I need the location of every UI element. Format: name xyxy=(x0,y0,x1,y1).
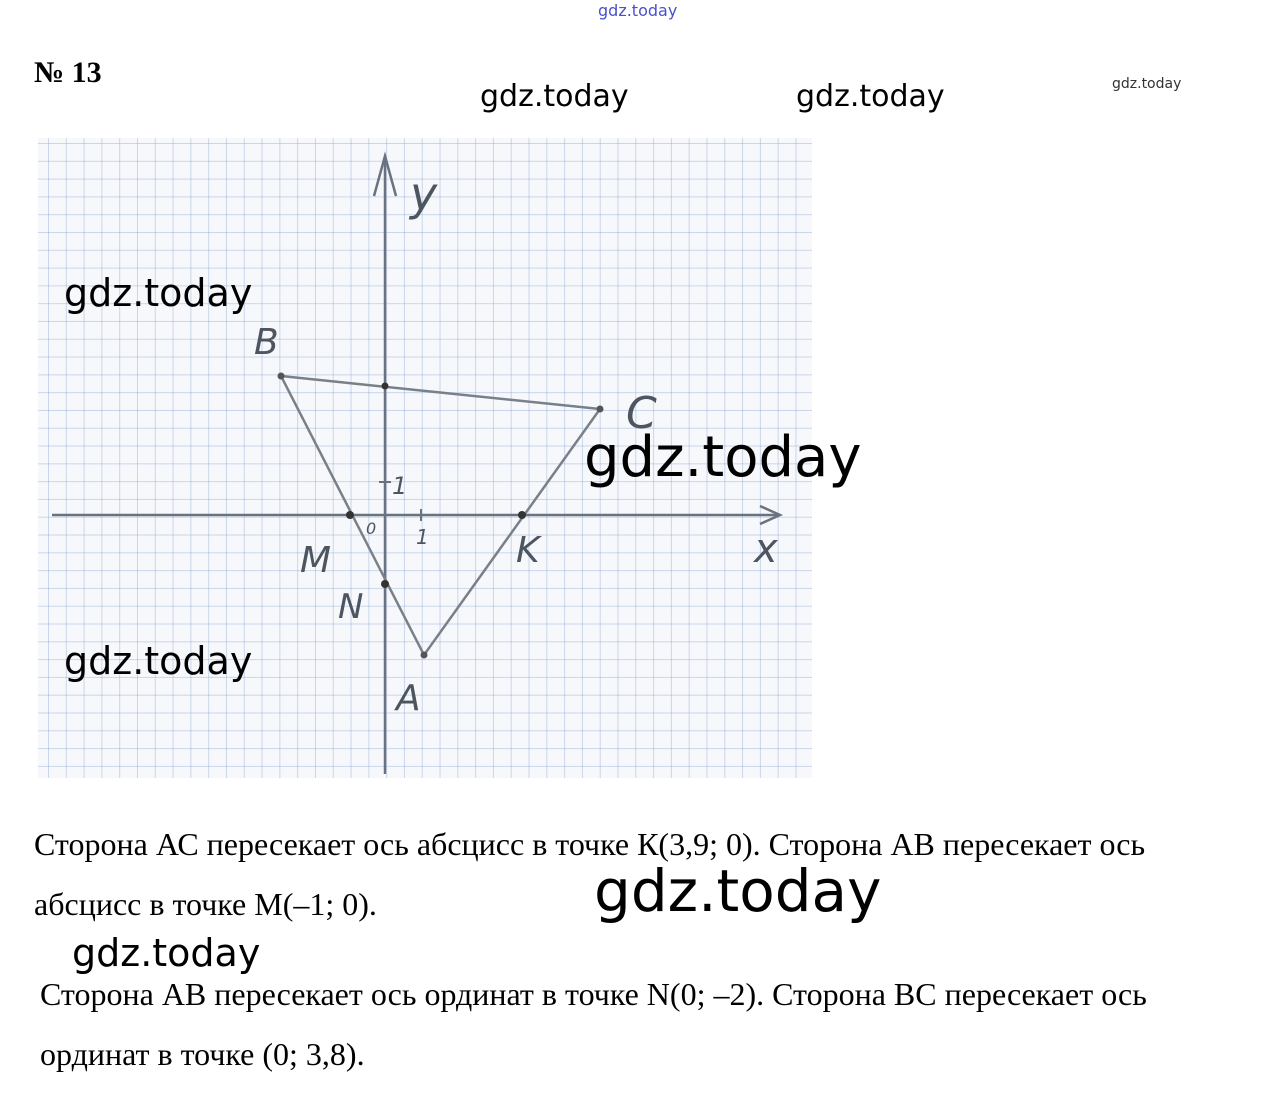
axis-x-label: x xyxy=(754,526,778,572)
point-n-dot xyxy=(381,580,389,588)
side-bc xyxy=(281,376,600,409)
y-tick-label: 1 xyxy=(392,472,408,500)
point-c-dot xyxy=(597,406,604,413)
answer-paragraph-1: Сторона АС пересекает ось абсцисс в точке К(3,9; 0). Сторона АВ пересекает ось абсцисс в точке М(–1; 0). xyxy=(34,826,1146,922)
watermark: gdz.today xyxy=(1112,76,1182,92)
watermark: gdz.today xyxy=(64,271,253,315)
point-m-label: M xyxy=(300,540,332,581)
point-m-dot xyxy=(346,511,354,519)
task-number: № 13 xyxy=(34,56,102,89)
bc-y-intercept-dot xyxy=(382,383,389,390)
point-a-label: A xyxy=(396,678,421,719)
point-c-label: C xyxy=(626,388,657,439)
origin-label: 0 xyxy=(366,519,377,538)
x-tick-label: 1 xyxy=(416,525,429,549)
axis-y-label: y xyxy=(410,167,438,221)
watermark-top: gdz.today xyxy=(598,1,678,20)
side-ca xyxy=(424,409,600,655)
watermark: gdz.today xyxy=(480,79,629,114)
point-k-label: K xyxy=(516,530,540,571)
point-n-label: N xyxy=(338,587,364,627)
answer-paragraph-2: Сторона АВ пересекает ось ординат в точке N(0; –2). Сторона ВС пересекает ось ординат в точке (0; 3,8). xyxy=(40,976,1147,1072)
watermark: gdz.today xyxy=(72,931,261,975)
point-b-dot xyxy=(278,373,285,380)
point-k-dot xyxy=(518,511,526,519)
point-b-label: B xyxy=(254,322,279,363)
watermark: gdz.today xyxy=(584,425,862,490)
point-a-dot xyxy=(421,652,428,659)
watermark: gdz.today xyxy=(796,79,945,114)
watermark: gdz.today xyxy=(594,857,882,925)
watermark: gdz.today xyxy=(64,639,253,683)
